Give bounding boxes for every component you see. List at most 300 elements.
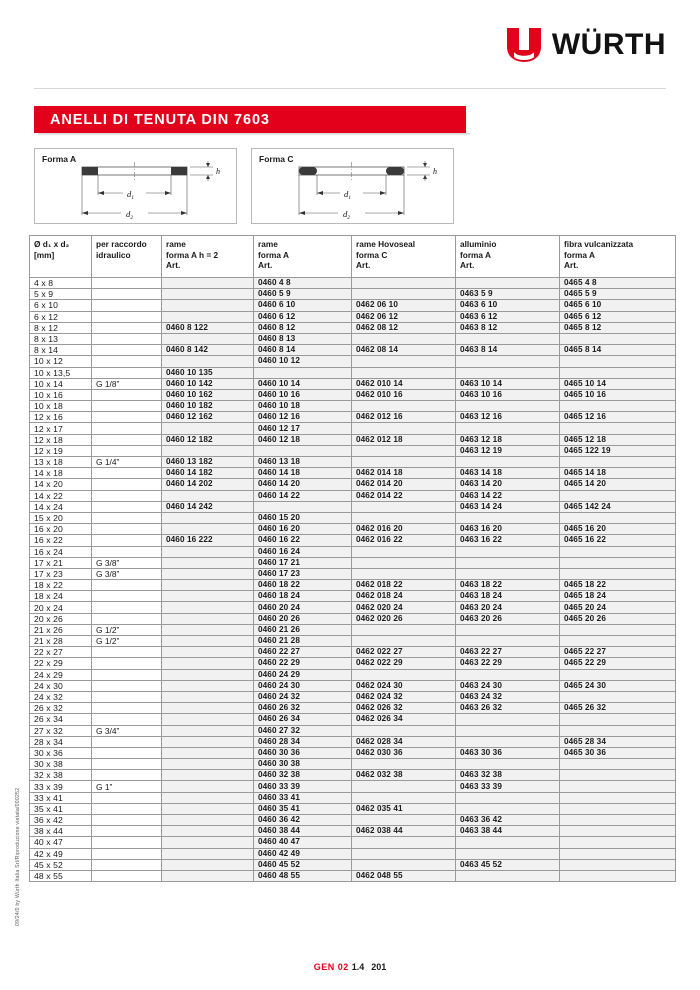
cell-dimension: 12 x 19 xyxy=(30,445,92,456)
table-row xyxy=(30,781,676,792)
cell-article-number xyxy=(456,759,560,770)
cell-article-number: 0463 30 36 xyxy=(456,747,560,758)
column-header-2: rame forma A h = 2 Art. xyxy=(162,236,254,278)
column-header-4: rame Hovoseal forma C Art. xyxy=(352,236,456,278)
cell-thread xyxy=(92,512,162,523)
cell-article-number: 0462 024 30 xyxy=(352,680,456,691)
cell-thread xyxy=(92,870,162,881)
table-row xyxy=(30,826,676,837)
cell-thread: G 1/8” xyxy=(92,378,162,389)
table-row xyxy=(30,457,676,468)
cell-dimension: 20 x 24 xyxy=(30,602,92,613)
cell-article-number: 0463 33 39 xyxy=(456,781,560,792)
cell-article-number xyxy=(560,490,676,501)
cell-article-number: 0460 30 38 xyxy=(254,759,352,770)
cell-article-number xyxy=(162,759,254,770)
cell-article-number: 0460 14 20 xyxy=(254,479,352,490)
cell-article-number xyxy=(560,546,676,557)
cell-article-number xyxy=(352,557,456,568)
cell-article-number: 0460 18 22 xyxy=(254,580,352,591)
cell-article-number: 0463 5 9 xyxy=(456,289,560,300)
cell-dimension: 30 x 38 xyxy=(30,759,92,770)
cell-article-number xyxy=(162,680,254,691)
table-row xyxy=(30,870,676,881)
cell-article-number: 0462 038 44 xyxy=(352,826,456,837)
cell-article-number xyxy=(560,859,676,870)
cell-thread xyxy=(92,826,162,837)
cell-thread xyxy=(92,602,162,613)
table-row xyxy=(30,412,676,423)
cell-article-number xyxy=(352,457,456,468)
table-header-row xyxy=(30,236,676,278)
cell-article-number: 0465 12 16 xyxy=(560,412,676,423)
table-row xyxy=(30,770,676,781)
cell-article-number xyxy=(162,524,254,535)
cell-article-number xyxy=(352,792,456,803)
cell-article-number: 0460 21 28 xyxy=(254,636,352,647)
cell-thread xyxy=(92,524,162,535)
cell-article-number xyxy=(560,423,676,434)
cell-article-number: 0460 8 12 xyxy=(254,322,352,333)
table-row xyxy=(30,624,676,635)
cell-dimension: 26 x 34 xyxy=(30,714,92,725)
cell-article-number: 0463 22 27 xyxy=(456,647,560,658)
page-header xyxy=(0,0,700,92)
cell-article-number xyxy=(456,624,560,635)
cell-article-number xyxy=(560,356,676,367)
cell-article-number xyxy=(560,826,676,837)
cell-article-number xyxy=(162,703,254,714)
table-row xyxy=(30,367,676,378)
cell-article-number: 0463 16 22 xyxy=(456,535,560,546)
cell-dimension: 8 x 12 xyxy=(30,322,92,333)
cell-article-number: 0465 6 10 xyxy=(560,300,676,311)
cell-thread xyxy=(92,434,162,445)
cell-thread xyxy=(92,591,162,602)
forma-c-drawing xyxy=(252,149,455,225)
cell-article-number: 0465 10 16 xyxy=(560,389,676,400)
cell-article-number: 0462 024 32 xyxy=(352,691,456,702)
cell-article-number xyxy=(162,423,254,434)
cell-article-number xyxy=(456,837,560,848)
cell-article-number xyxy=(352,636,456,647)
cell-article-number: 0465 18 24 xyxy=(560,591,676,602)
table-row xyxy=(30,580,676,591)
cell-article-number: 0460 16 24 xyxy=(254,546,352,557)
cell-dimension: 12 x 17 xyxy=(30,423,92,434)
cell-article-number: 0460 16 222 xyxy=(162,535,254,546)
cell-dimension: 5 x 9 xyxy=(30,289,92,300)
table-row xyxy=(30,311,676,322)
cell-article-number: 0460 15 20 xyxy=(254,512,352,523)
cell-article-number xyxy=(456,568,560,579)
cell-article-number xyxy=(352,333,456,344)
cell-article-number: 0463 14 22 xyxy=(456,490,560,501)
cell-dimension: 24 x 30 xyxy=(30,680,92,691)
cell-article-number: 0463 26 32 xyxy=(456,703,560,714)
cell-dimension: 21 x 26 xyxy=(30,624,92,635)
cell-thread xyxy=(92,333,162,344)
brand-name: WÜRTH xyxy=(551,28,666,61)
cell-article-number xyxy=(456,401,560,412)
diagram-forma-a-label: Forma A xyxy=(42,154,77,164)
cell-article-number: 0465 16 20 xyxy=(560,524,676,535)
cell-article-number: 0463 22 29 xyxy=(456,658,560,669)
cell-dimension: 14 x 18 xyxy=(30,468,92,479)
cell-article-number xyxy=(162,837,254,848)
cell-article-number: 0460 30 36 xyxy=(254,747,352,758)
table-row xyxy=(30,278,676,289)
cell-article-number xyxy=(560,624,676,635)
cell-article-number xyxy=(456,423,560,434)
column-header-3: rame forma A Art. xyxy=(254,236,352,278)
cell-article-number: 0460 14 22 xyxy=(254,490,352,501)
cell-thread xyxy=(92,479,162,490)
cell-thread xyxy=(92,669,162,680)
cell-article-number xyxy=(352,725,456,736)
cell-article-number: 0465 30 36 xyxy=(560,747,676,758)
cell-article-number: 0463 8 14 xyxy=(456,345,560,356)
cell-article-number: 0463 38 44 xyxy=(456,826,560,837)
cell-article-number: 0460 18 24 xyxy=(254,591,352,602)
cell-article-number: 0463 12 18 xyxy=(456,434,560,445)
column-header-0: Ø d₁ x d₂ [mm] xyxy=(30,236,92,278)
cell-article-number: 0460 5 9 xyxy=(254,289,352,300)
svg-text:h: h xyxy=(433,167,437,176)
cell-article-number xyxy=(456,803,560,814)
spec-table xyxy=(29,235,676,882)
cell-article-number: 0460 40 47 xyxy=(254,837,352,848)
cell-article-number: 0465 18 22 xyxy=(560,580,676,591)
cell-dimension: 30 x 36 xyxy=(30,747,92,758)
cell-article-number xyxy=(162,613,254,624)
cell-article-number xyxy=(456,356,560,367)
cell-article-number xyxy=(560,725,676,736)
table-row xyxy=(30,490,676,501)
cell-article-number: 0460 13 182 xyxy=(162,457,254,468)
cell-thread: G 3/8” xyxy=(92,568,162,579)
cell-article-number: 0465 22 27 xyxy=(560,647,676,658)
cell-article-number xyxy=(560,770,676,781)
cell-article-number xyxy=(162,691,254,702)
table-row xyxy=(30,468,676,479)
cell-article-number xyxy=(162,580,254,591)
cell-dimension: 15 x 20 xyxy=(30,512,92,523)
cell-dimension: 22 x 27 xyxy=(30,647,92,658)
cell-article-number: 0460 12 17 xyxy=(254,423,352,434)
cell-article-number: 0460 17 23 xyxy=(254,568,352,579)
table-row xyxy=(30,445,676,456)
cell-article-number: 0463 10 16 xyxy=(456,389,560,400)
cell-article-number xyxy=(162,557,254,568)
cell-thread xyxy=(92,345,162,356)
cell-article-number xyxy=(162,512,254,523)
cell-article-number: 0460 20 24 xyxy=(254,602,352,613)
table-row xyxy=(30,524,676,535)
cell-article-number xyxy=(352,837,456,848)
cell-dimension: 33 x 39 xyxy=(30,781,92,792)
cell-thread xyxy=(92,658,162,669)
cell-article-number: 0460 36 42 xyxy=(254,815,352,826)
footer-page-number: 201 xyxy=(371,962,387,972)
cell-article-number: 0460 8 122 xyxy=(162,322,254,333)
cell-thread xyxy=(92,703,162,714)
cell-dimension: 17 x 21 xyxy=(30,557,92,568)
table-row xyxy=(30,389,676,400)
cell-thread xyxy=(92,423,162,434)
table-row xyxy=(30,401,676,412)
cell-dimension: 10 x 12 xyxy=(30,356,92,367)
cell-article-number: 0460 14 18 xyxy=(254,468,352,479)
svg-text:h: h xyxy=(216,167,220,176)
diagram-forma-c xyxy=(251,148,454,224)
cell-article-number: 0460 6 10 xyxy=(254,300,352,311)
cell-article-number xyxy=(560,815,676,826)
cell-dimension: 32 x 38 xyxy=(30,770,92,781)
page-title-bar xyxy=(34,106,466,133)
cell-article-number: 0462 026 32 xyxy=(352,703,456,714)
cell-dimension: 45 x 52 xyxy=(30,859,92,870)
cell-thread xyxy=(92,468,162,479)
cell-article-number: 0460 10 135 xyxy=(162,367,254,378)
cell-article-number: 0460 24 30 xyxy=(254,680,352,691)
cell-article-number xyxy=(352,669,456,680)
svg-text:d1: $d_1$ xyxy=(344,189,351,201)
cell-article-number: 0462 018 24 xyxy=(352,591,456,602)
cell-article-number xyxy=(456,725,560,736)
cell-article-number: 0460 14 182 xyxy=(162,468,254,479)
cell-article-number: 0460 21 26 xyxy=(254,624,352,635)
cell-thread xyxy=(92,311,162,322)
cell-article-number: 0460 10 12 xyxy=(254,356,352,367)
cell-article-number: 0462 010 14 xyxy=(352,378,456,389)
cell-article-number: 0462 026 34 xyxy=(352,714,456,725)
cell-article-number xyxy=(162,725,254,736)
cell-article-number xyxy=(352,759,456,770)
cell-dimension: 48 x 55 xyxy=(30,870,92,881)
cell-article-number xyxy=(560,669,676,680)
cell-thread xyxy=(92,747,162,758)
cell-article-number xyxy=(456,512,560,523)
cell-article-number xyxy=(560,759,676,770)
cell-dimension: 6 x 12 xyxy=(30,311,92,322)
table-row xyxy=(30,557,676,568)
cell-article-number xyxy=(352,278,456,289)
cell-article-number xyxy=(162,546,254,557)
cell-thread: G 1” xyxy=(92,781,162,792)
cell-article-number xyxy=(254,445,352,456)
cell-dimension: 14 x 24 xyxy=(30,501,92,512)
cell-article-number: 0463 18 22 xyxy=(456,580,560,591)
diagram-forma-c-label: Forma C xyxy=(259,154,294,164)
cell-article-number: 0460 22 27 xyxy=(254,647,352,658)
cell-dimension: 12 x 18 xyxy=(30,434,92,445)
cell-dimension: 40 x 47 xyxy=(30,837,92,848)
cell-article-number xyxy=(352,568,456,579)
cell-article-number xyxy=(560,781,676,792)
cell-thread xyxy=(92,490,162,501)
cell-article-number: 0465 20 26 xyxy=(560,613,676,624)
cell-article-number: 0462 06 10 xyxy=(352,300,456,311)
cell-article-number xyxy=(352,848,456,859)
cell-article-number xyxy=(560,803,676,814)
cell-article-number: 0463 12 16 xyxy=(456,412,560,423)
cell-article-number xyxy=(560,792,676,803)
cell-article-number: 0465 12 18 xyxy=(560,434,676,445)
cell-thread xyxy=(92,300,162,311)
copyright-side-note: 09/24/0 by Würth Italia Srl/Riproduzione vietata/000252 xyxy=(15,787,21,926)
cell-thread xyxy=(92,691,162,702)
cell-article-number xyxy=(162,624,254,635)
cell-dimension: 22 x 29 xyxy=(30,658,92,669)
cell-dimension: 16 x 20 xyxy=(30,524,92,535)
cell-article-number: 0463 14 18 xyxy=(456,468,560,479)
cell-article-number: 0465 28 34 xyxy=(560,736,676,747)
cell-article-number: 0460 27 32 xyxy=(254,725,352,736)
table-row xyxy=(30,759,676,770)
cell-article-number: 0460 32 38 xyxy=(254,770,352,781)
diagram-forma-a xyxy=(34,148,237,224)
cell-thread xyxy=(92,501,162,512)
table-row xyxy=(30,591,676,602)
cell-article-number: 0465 10 14 xyxy=(560,378,676,389)
cell-dimension: 21 x 28 xyxy=(30,636,92,647)
cell-thread xyxy=(92,647,162,658)
cell-article-number xyxy=(162,870,254,881)
cell-thread: G 3/8” xyxy=(92,557,162,568)
cell-article-number: 0465 142 24 xyxy=(560,501,676,512)
cell-article-number xyxy=(560,512,676,523)
cell-article-number: 0460 4 8 xyxy=(254,278,352,289)
cell-article-number: 0462 020 24 xyxy=(352,602,456,613)
table-row xyxy=(30,736,676,747)
cell-article-number: 0463 14 24 xyxy=(456,501,560,512)
cell-article-number xyxy=(162,747,254,758)
footer-chapter: GEN 02 xyxy=(313,962,349,972)
cell-article-number xyxy=(352,423,456,434)
cell-dimension: 24 x 29 xyxy=(30,669,92,680)
cell-article-number: 0460 8 142 xyxy=(162,345,254,356)
cell-article-number: 0462 048 55 xyxy=(352,870,456,881)
cell-article-number xyxy=(456,669,560,680)
cell-article-number xyxy=(456,792,560,803)
cell-article-number: 0462 014 22 xyxy=(352,490,456,501)
cell-article-number: 0465 14 18 xyxy=(560,468,676,479)
cell-article-number: 0465 8 12 xyxy=(560,322,676,333)
cell-article-number xyxy=(162,647,254,658)
table-row xyxy=(30,613,676,624)
cell-article-number: 0460 10 182 xyxy=(162,401,254,412)
table-row xyxy=(30,714,676,725)
cell-article-number: 0460 17 21 xyxy=(254,557,352,568)
cell-article-number xyxy=(162,714,254,725)
svg-text:d2: $d_2$ xyxy=(343,209,350,221)
cell-article-number xyxy=(560,848,676,859)
table-row xyxy=(30,669,676,680)
cell-thread xyxy=(92,714,162,725)
cell-thread xyxy=(92,322,162,333)
forma-a-drawing xyxy=(35,149,238,225)
cell-article-number: 0460 10 14 xyxy=(254,378,352,389)
cell-article-number: 0463 20 26 xyxy=(456,613,560,624)
cell-article-number: 0462 08 14 xyxy=(352,345,456,356)
table-row xyxy=(30,568,676,579)
table-row xyxy=(30,345,676,356)
wurth-shield-logo-icon xyxy=(505,26,543,64)
title-bar-shadow xyxy=(38,133,470,136)
cell-article-number: 0462 018 22 xyxy=(352,580,456,591)
cell-article-number: 0463 24 32 xyxy=(456,691,560,702)
footer-section: 1.4 xyxy=(351,962,365,972)
cell-article-number xyxy=(352,401,456,412)
cell-article-number xyxy=(352,859,456,870)
cell-thread xyxy=(92,770,162,781)
cell-article-number: 0462 022 27 xyxy=(352,647,456,658)
spec-table-head xyxy=(30,236,676,278)
cell-dimension: 4 x 8 xyxy=(30,278,92,289)
cell-article-number: 0460 26 34 xyxy=(254,714,352,725)
cell-thread xyxy=(92,546,162,557)
cell-thread: G 1/2” xyxy=(92,624,162,635)
cell-article-number xyxy=(456,636,560,647)
cell-article-number xyxy=(456,278,560,289)
cell-article-number xyxy=(560,457,676,468)
cell-dimension: 28 x 34 xyxy=(30,736,92,747)
cell-article-number xyxy=(162,736,254,747)
cell-article-number: 0462 014 18 xyxy=(352,468,456,479)
cell-thread: G 1/2” xyxy=(92,636,162,647)
cell-article-number: 0463 14 20 xyxy=(456,479,560,490)
cell-article-number xyxy=(254,367,352,378)
cell-article-number: 0460 38 44 xyxy=(254,826,352,837)
table-row xyxy=(30,815,676,826)
cell-article-number xyxy=(352,815,456,826)
cell-article-number: 0463 45 52 xyxy=(456,859,560,870)
cell-dimension: 10 x 14 xyxy=(30,378,92,389)
cell-dimension: 24 x 32 xyxy=(30,691,92,702)
table-row xyxy=(30,792,676,803)
cell-article-number: 0462 032 38 xyxy=(352,770,456,781)
cell-thread xyxy=(92,356,162,367)
cell-dimension: 14 x 22 xyxy=(30,490,92,501)
cell-article-number: 0463 32 38 xyxy=(456,770,560,781)
table-row xyxy=(30,501,676,512)
cell-article-number: 0462 016 20 xyxy=(352,524,456,535)
cell-article-number xyxy=(352,356,456,367)
cell-thread xyxy=(92,815,162,826)
cell-dimension: 27 x 32 xyxy=(30,725,92,736)
cell-article-number xyxy=(456,557,560,568)
cell-article-number xyxy=(352,367,456,378)
cell-article-number: 0460 24 29 xyxy=(254,669,352,680)
table-row xyxy=(30,803,676,814)
cell-article-number: 0460 20 26 xyxy=(254,613,352,624)
cell-article-number: 0465 122 19 xyxy=(560,445,676,456)
cell-article-number: 0460 12 18 xyxy=(254,434,352,445)
table-row xyxy=(30,680,676,691)
cell-article-number: 0460 16 22 xyxy=(254,535,352,546)
cell-article-number xyxy=(560,367,676,378)
cell-article-number xyxy=(162,770,254,781)
column-header-6: fibra vulcanizzata forma A Art. xyxy=(560,236,676,278)
cell-article-number xyxy=(162,445,254,456)
diagram-panel xyxy=(34,148,454,224)
cell-article-number: 0465 6 12 xyxy=(560,311,676,322)
table-row xyxy=(30,378,676,389)
cell-article-number: 0463 12 19 xyxy=(456,445,560,456)
cell-thread xyxy=(92,278,162,289)
cell-dimension: 18 x 24 xyxy=(30,591,92,602)
